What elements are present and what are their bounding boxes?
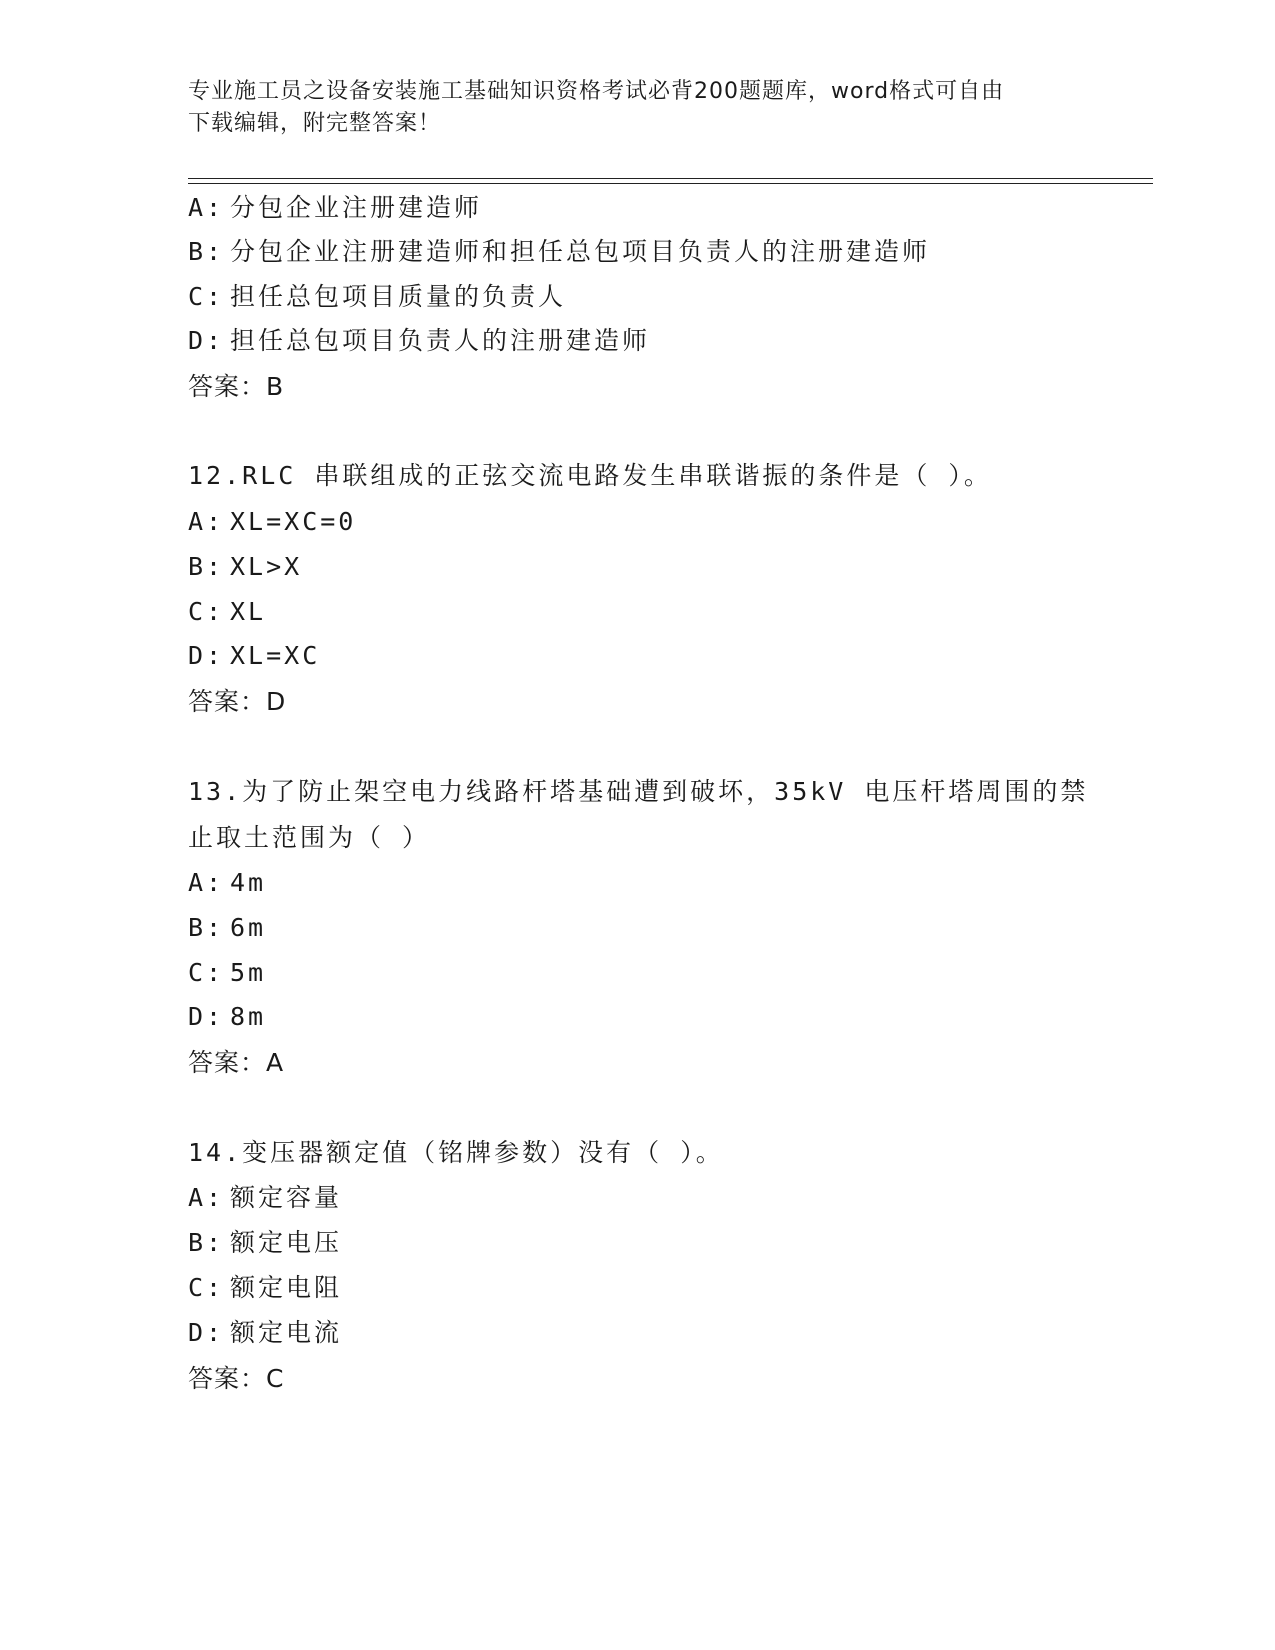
q12-stem: 12.RLC 串联组成的正弦交流电路发生串联谐振的条件是（ ）。 bbox=[188, 461, 992, 490]
q13-answer: 答案：A bbox=[188, 1048, 285, 1077]
q13-option-d: D: 8m bbox=[188, 1002, 267, 1031]
q11-option-d: D: 担任总包项目负责人的注册建造师 bbox=[188, 326, 651, 355]
q12-option-d: D: XL=XC bbox=[188, 641, 321, 670]
q14-stem: 14.变压器额定值（铭牌参数）没有（ ）。 bbox=[188, 1138, 724, 1167]
q14-option-b: B: 额定电压 bbox=[188, 1228, 343, 1257]
q12-option-c: C: XL bbox=[188, 597, 267, 626]
header-rule-top bbox=[188, 178, 1153, 179]
q12-answer: 答案：D bbox=[188, 687, 287, 716]
q13-option-c: C: 5m bbox=[188, 958, 267, 987]
q13-stem-line-2: 止取土范围为（ ） bbox=[188, 823, 431, 852]
document-header bbox=[188, 76, 1068, 140]
q13-option-a: A: 4m bbox=[188, 868, 267, 897]
q11-option-a: A: 分包企业注册建造师 bbox=[188, 193, 483, 222]
header-line-2: 下载编辑，附完整答案！ bbox=[188, 111, 442, 136]
q11-option-b: B: 分包企业注册建造师和担任总包项目负责人的注册建造师 bbox=[188, 237, 931, 266]
q14-option-d: D: 额定电流 bbox=[188, 1318, 343, 1347]
header-line-1: 专业施工员之设备安装施工基础知识资格考试必背200题题库，word格式可自由 bbox=[188, 79, 1005, 104]
q12-option-a: A: XL=XC=0 bbox=[188, 507, 357, 536]
q14-option-a: A: 额定容量 bbox=[188, 1183, 343, 1212]
q13-stem-line-1: 13.为了防止架空电力线路杆塔基础遭到破坏，35kV 电压杆塔周围的禁 bbox=[188, 777, 1089, 806]
q12-option-b: B: XL>X bbox=[188, 552, 303, 581]
q11-option-c: C: 担任总包项目质量的负责人 bbox=[188, 282, 567, 311]
q13-option-b: B: 6m bbox=[188, 913, 267, 942]
header-rule-bottom bbox=[188, 183, 1153, 184]
q14-answer: 答案：C bbox=[188, 1364, 285, 1393]
q11-answer: 答案：B bbox=[188, 372, 285, 401]
q14-option-c: C: 额定电阻 bbox=[188, 1273, 343, 1302]
